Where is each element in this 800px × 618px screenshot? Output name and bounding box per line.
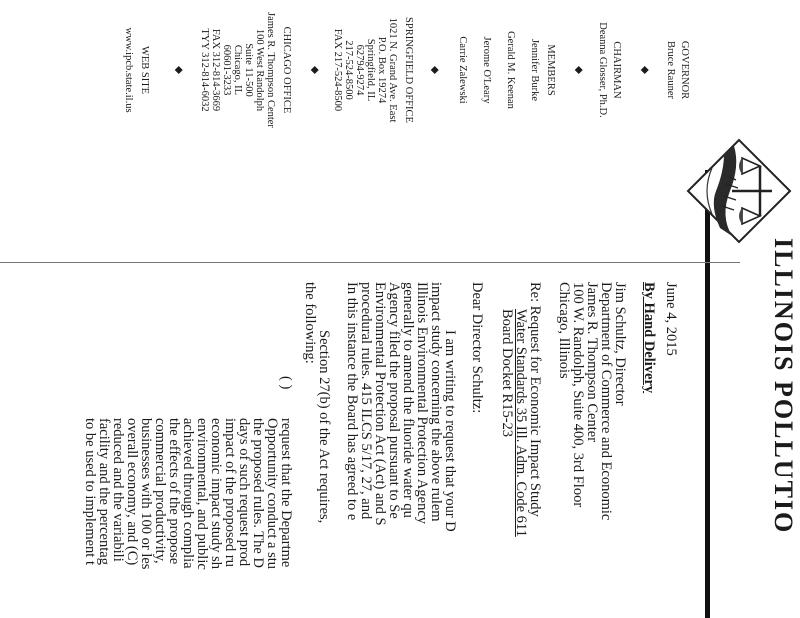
separator-diamond-icon: ◆: [309, 65, 320, 75]
chairman-heading: CHAIRMAN: [611, 41, 622, 99]
website-link[interactable]: www.ipcb.state.il.us: [123, 27, 134, 113]
section-following-line: the following:: [302, 282, 318, 364]
addressee-line: James R. Thompson Center: [584, 282, 600, 443]
quote-line: days of such request prod: [236, 418, 252, 567]
chicago-address-line: James R. Thompson Center: [265, 12, 276, 128]
paragraph-line: Illinois Environmental Protection Agency: [414, 282, 430, 525]
quote-line: the proposed rules. The D: [250, 418, 266, 568]
addressee-line: 100 W. Randolph, Suite 400, 3rd Floor: [570, 282, 586, 508]
springfield-address-line: 1021 N. Grand Ave. East: [387, 17, 398, 123]
quote-line: reduced and the variabili: [110, 418, 126, 562]
springfield-fax: FAX 217-524-8500: [332, 28, 343, 112]
quote-line: overall economy, and (C): [124, 418, 140, 566]
paragraph-line: impact study concerning the above rulem: [428, 282, 444, 522]
re-line: Re: Request for Economic Impact Study: [527, 282, 543, 517]
springfield-address-line: P.O. Box 19274: [376, 36, 387, 104]
addressee-line: Jim Schultz, Director: [612, 282, 628, 406]
section-citation-line: Section 27(b) of the Act requires,: [316, 330, 332, 524]
quote-line: to be used to implement t: [82, 418, 98, 565]
quote-line: facility and the percentag: [96, 418, 112, 565]
member-name: Jerome O'Leary: [481, 36, 492, 104]
paragraph-line: I am writing to request that your D: [442, 330, 458, 532]
separator-diamond-icon: ◆: [429, 65, 440, 75]
quote-line: request that the Departme: [278, 418, 294, 568]
chicago-address-line: 100 West Randolph: [254, 28, 265, 112]
chicago-address-line: 60601-3233: [221, 44, 232, 96]
separator-diamond-icon: ◆: [639, 65, 650, 75]
chicago-address-line: Chicago, IL: [232, 44, 243, 96]
members-heading: MEMBERS: [545, 44, 556, 96]
letter-date: June 4, 2015: [663, 282, 679, 356]
springfield-address-line: 62794-9274: [354, 44, 365, 96]
springfield-phone: 217-524-8500: [343, 40, 354, 100]
quote-line: achieved through complia: [180, 418, 196, 569]
quote-line: businesses with 100 or les: [138, 418, 154, 570]
salutation: Dear Director Schultz:: [469, 282, 485, 414]
paragraph-line: Agency filed the proposal pursuant to Se: [386, 282, 402, 519]
board-logo-icon: [684, 136, 794, 246]
letterhead-title: ILLINOIS POLLUTIO: [769, 238, 798, 535]
addressee-line: Department of Commerce and Economic: [598, 282, 614, 521]
paragraph-line: procedural rules. 415 ILCS 5/17, 27, and: [358, 282, 374, 520]
website-heading: WEB SITE: [139, 45, 150, 95]
member-name: Carrie Zalewski: [457, 36, 468, 104]
quote-line: impact of the proposed ru: [222, 418, 238, 567]
springfield-address-line: Springfield, IL: [365, 38, 376, 102]
chicago-address-line: Suite 11-500: [243, 43, 254, 97]
springfield-heading: SPRINGFIELD OFFICE: [403, 17, 414, 123]
chicago-tty: TYY 312-814-6032: [199, 28, 210, 112]
paragraph-line: In this instance the Board has agreed to e: [344, 282, 360, 521]
re-line: Board Docket R15-23: [499, 309, 515, 438]
chairman-name: Deanna Glosser, Ph.D.: [597, 22, 608, 118]
sidebar-divider: [0, 262, 740, 263]
quote-line: Opportunity conduct a stu: [264, 418, 280, 570]
separator-diamond-icon: ◆: [573, 65, 584, 75]
chicago-heading: CHICAGO OFFICE: [281, 26, 292, 114]
paragraph-line: generally to amend the fluoride water qu: [400, 282, 416, 518]
separator-diamond-icon: ◆: [173, 65, 184, 75]
quote-line: commercial productivity,: [152, 418, 168, 564]
chicago-fax: FAX 312-814-3669: [210, 28, 221, 112]
quote-line: economic impact study sh: [208, 418, 224, 570]
quote-line: environmental, and public: [194, 418, 210, 570]
member-name: Gerald M. Keenan: [505, 31, 516, 109]
addressee-line: Chicago, Illinois: [556, 282, 572, 379]
governor-name: Bruce Rauner: [665, 40, 676, 100]
delivery-method: By Hand Delivery: [641, 282, 657, 394]
item-marker: ( ): [278, 376, 294, 390]
quote-line: the effects of the propose: [166, 418, 182, 565]
governor-heading: GOVERNOR: [679, 40, 690, 100]
paragraph-line: Environmental Protection Act (Act) and S: [372, 282, 388, 526]
member-name: Jennifer Burke: [529, 38, 540, 102]
re-line: Water Standards 35 Ill. Adm. Code 611: [513, 309, 529, 537]
